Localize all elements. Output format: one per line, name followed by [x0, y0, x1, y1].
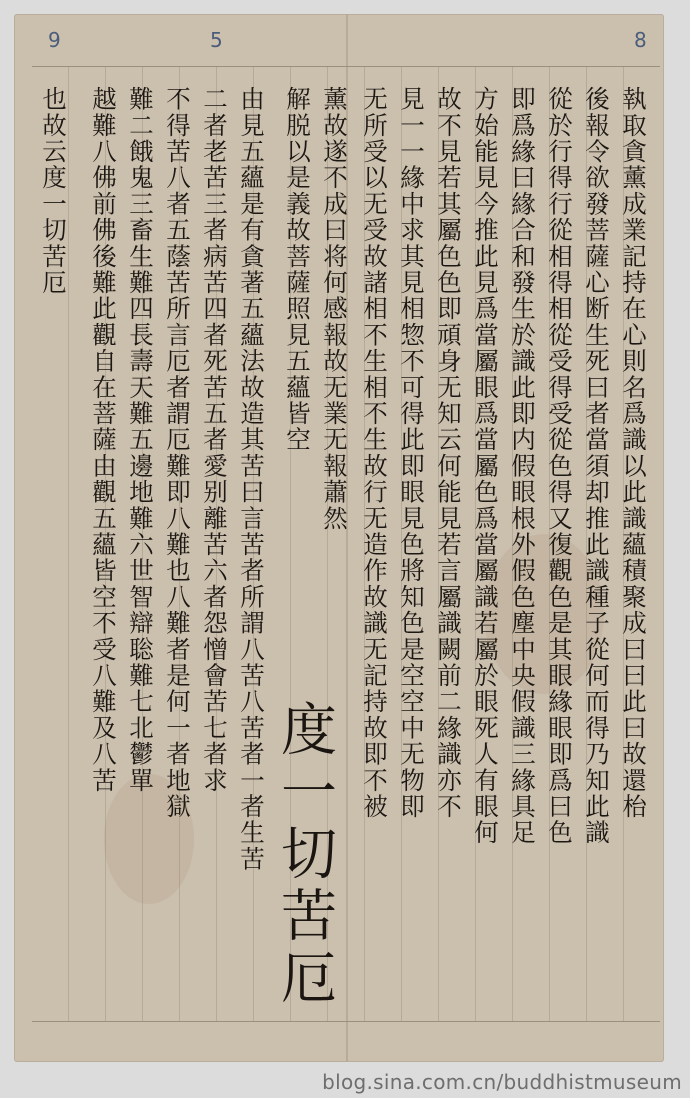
text-column: 執取貪薰成業記持在心則名爲識以此識蘊積聚成曰曰此曰故還枱 — [619, 86, 648, 820]
text-column: 解脱以是義故菩薩照見五蘊皆空 — [283, 86, 312, 453]
text-column: 方始能見今推此見爲當屬眼爲當屬色爲當屬識若屬於眼死人有眼何 — [471, 86, 500, 846]
text-column: 從於行得行從相得相從受得受從色得又復觀色是其眼緣眼即爲曰色 — [545, 86, 574, 846]
text-column: 難二餓鬼三畜生難四長壽天難五邊地難六世智辯聡難七北鬱單 — [126, 86, 155, 794]
text-column: 由見五蘊是有貪著五蘊法故造其苦曰言苦者所謂八苦八苦者一者生苦 — [237, 86, 266, 872]
text-column: 二者老苦三者病苦四者死苦五者愛别離苦六者怨憎會苦七者求 — [200, 86, 229, 794]
text-column: 薰故遂不成曰将何感報故无業无報蕭然 — [320, 86, 349, 532]
page-number-right: 8 — [634, 28, 647, 52]
text-column: 无所受以无受故諸相不生相不生故行无造作故識无記持故即不被 — [360, 86, 389, 820]
text-column: 也故云度一切苦厄 — [39, 86, 68, 296]
text-column: 不得苦八者五蔭苦所言厄者謂厄難即八難也八難者是何一者地獄 — [163, 86, 192, 820]
text-column: 後報令欲發菩薩心断生死曰者當須却推此識種子從何而得乃知此識 — [582, 86, 611, 846]
section-heading: 度一切苦厄 — [272, 700, 337, 1010]
column-rule — [68, 67, 69, 1021]
text-column: 越難八佛前佛後難此觀自在菩薩由觀五蘊皆空不受八難及八苦 — [89, 86, 118, 794]
page-number-left: 9 — [48, 28, 61, 52]
blog-watermark: blog.sina.com.cn/buddhistmuseum — [322, 1070, 682, 1094]
manuscript-sheet — [14, 14, 664, 1062]
text-column: 即爲緣曰緣合和發生於識此即内假眼根外假色塵中央假識三緣具足 — [508, 86, 537, 846]
text-column: 故不見若其屬色色即頑身无知云何能見若言屬識闕前二緣識亦不 — [434, 86, 463, 820]
text-column: 見一一緣中求其見相惣不可得此即眼見色將知色是空空中无物即 — [397, 86, 426, 820]
page-number-middle: 5 — [210, 28, 223, 52]
